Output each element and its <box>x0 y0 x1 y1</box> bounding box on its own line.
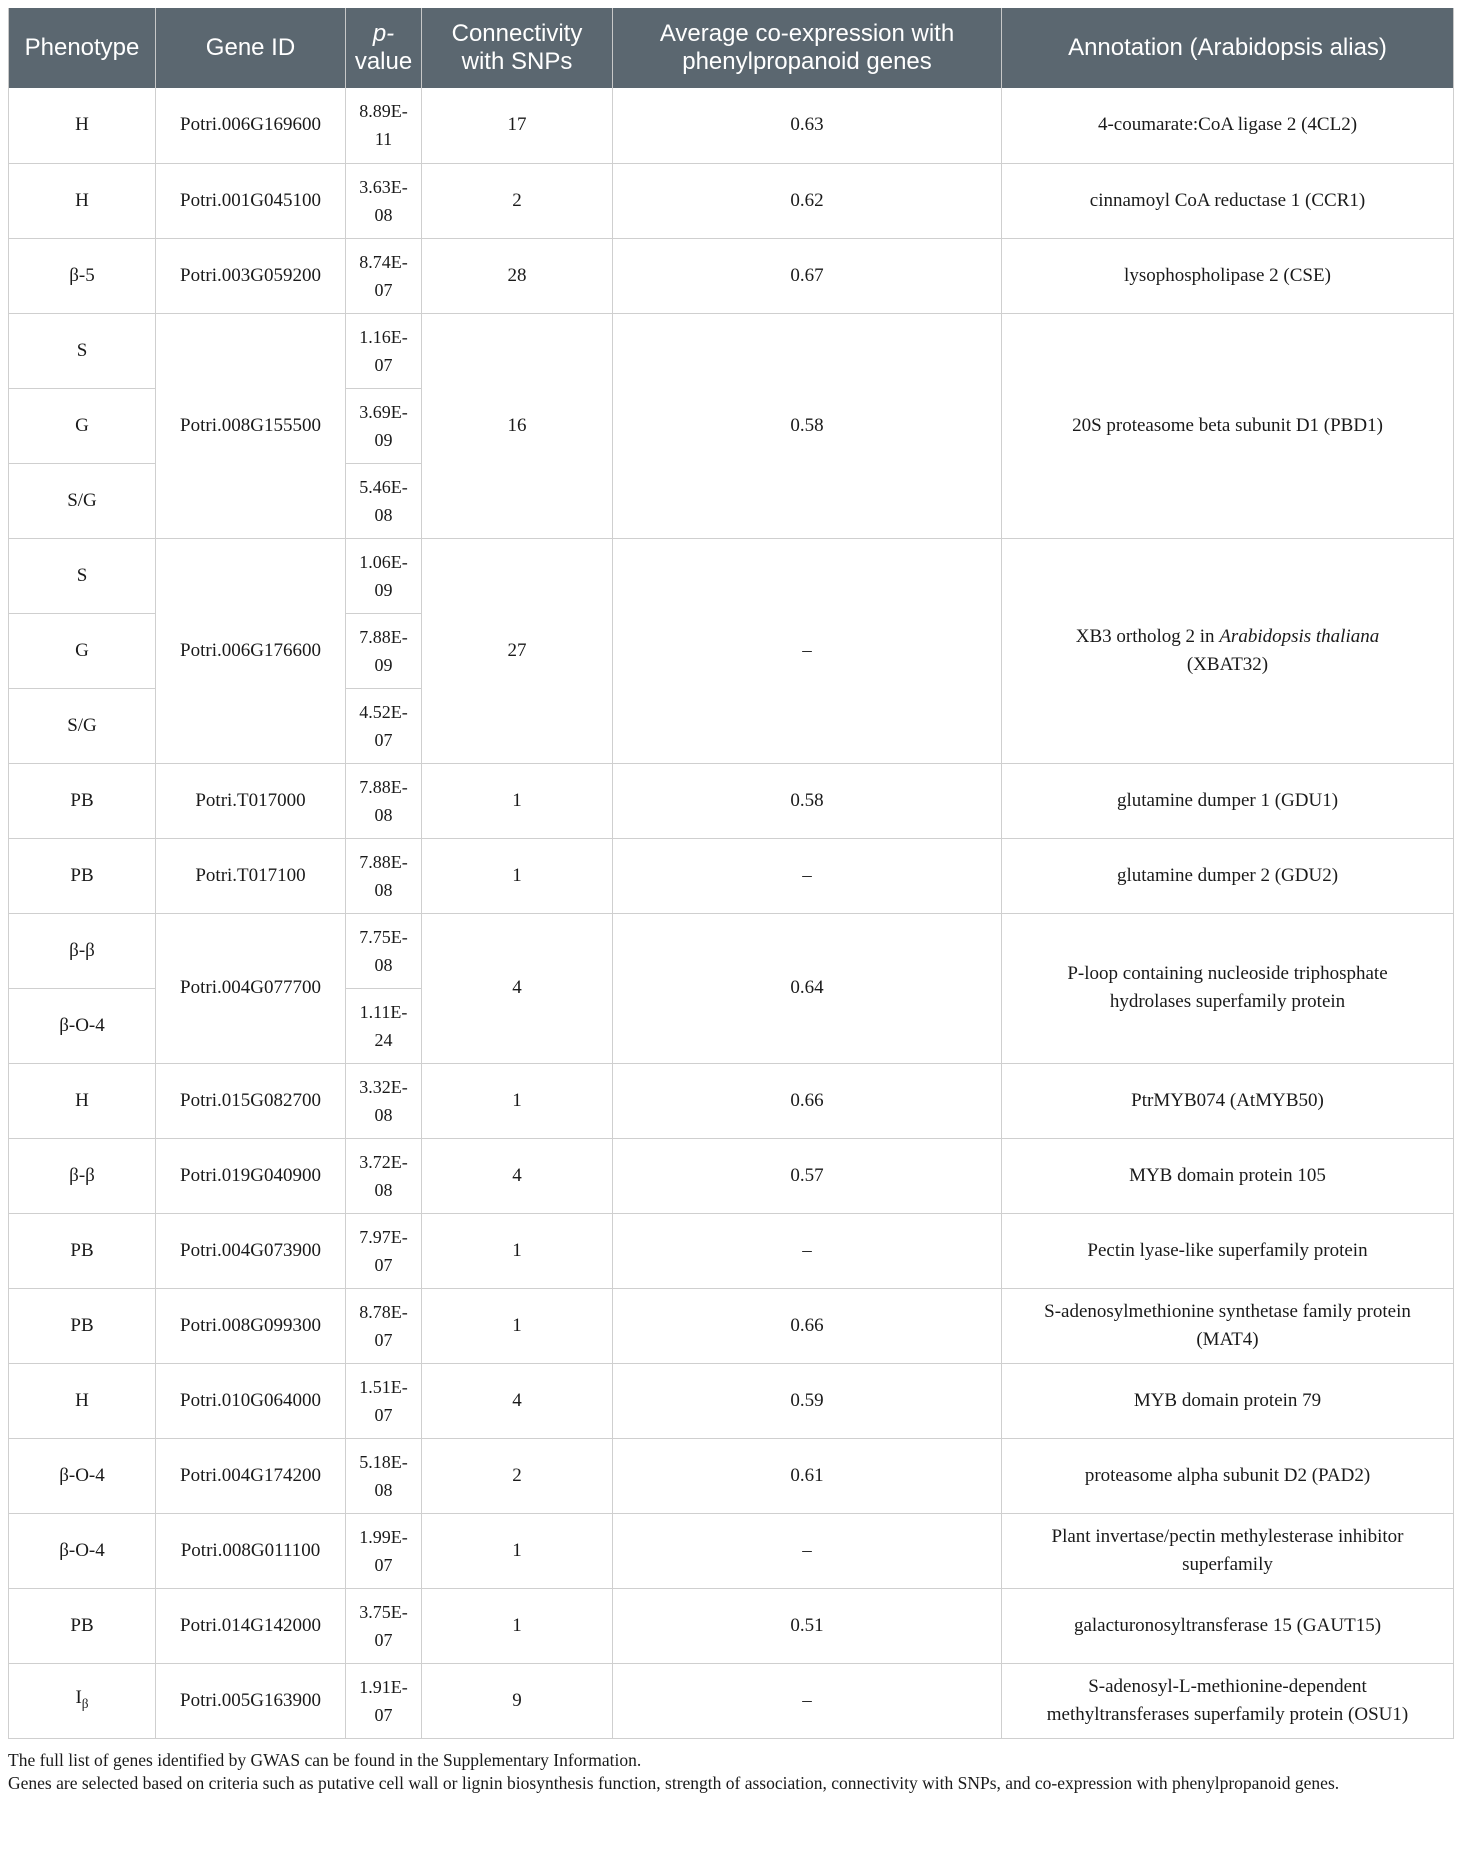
connectivity-cell: 4 <box>422 1138 613 1213</box>
annotation-text: XB3 ortholog 2 in <box>1075 625 1220 647</box>
p-value-exponent: 24 <box>374 1029 393 1050</box>
annotation-text: P-loop containing nucleoside triphosphate <box>1067 963 1388 984</box>
p-value-mantissa: 4.52E- <box>359 701 408 722</box>
p-value-cell <box>346 388 422 463</box>
phenotype-cell: G <box>9 613 156 688</box>
phenotype-cell: PB <box>9 763 156 838</box>
coexpression-cell: – <box>613 1663 1002 1738</box>
p-value-exponent: 08 <box>374 804 393 825</box>
gene-id-cell: Potri.008G155500 <box>156 313 346 538</box>
table-row <box>9 913 1454 988</box>
table-row <box>9 1213 1454 1288</box>
p-value-cell <box>346 1363 422 1438</box>
p-value-mantissa: 1.16E- <box>359 326 408 347</box>
annotation-cell <box>1002 1288 1454 1363</box>
header-connectivity-line1: Connectivity <box>451 20 583 47</box>
annotation-text: 20S proteasome beta subunit D1 (PBD1) <box>1072 414 1383 436</box>
table-row <box>9 1138 1454 1213</box>
p-value-cell <box>346 838 422 913</box>
p-value-exponent: 08 <box>374 879 393 900</box>
coexpression-cell: – <box>613 538 1002 763</box>
coexpression-cell: 0.61 <box>613 1438 1002 1513</box>
phenotype-cell: PB <box>9 1588 156 1663</box>
p-value-exponent: 09 <box>374 579 393 600</box>
annotation-cell <box>1002 913 1454 1063</box>
connectivity-cell: 4 <box>422 1363 613 1438</box>
gene-id-cell: Potri.005G163900 <box>156 1663 346 1738</box>
p-value-mantissa: 7.88E- <box>359 851 408 872</box>
p-value-cell <box>346 1213 422 1288</box>
p-value-cell <box>346 538 422 613</box>
phenotype-subscript: β <box>81 1695 89 1711</box>
phenotype-cell: S <box>9 313 156 388</box>
gene-id-cell: Potri.004G073900 <box>156 1213 346 1288</box>
coexpression-cell: – <box>613 838 1002 913</box>
gene-id-cell: Potri.004G077700 <box>156 913 346 1063</box>
annotation-text: galacturonosyltransferase 15 (GAUT15) <box>1073 1614 1382 1636</box>
connectivity-cell: 1 <box>422 1588 613 1663</box>
phenotype-cell: β-O-4 <box>9 988 156 1063</box>
p-value-mantissa: 8.89E- <box>359 101 408 122</box>
p-value-cell <box>346 988 422 1063</box>
phenotype-cell <box>9 1663 156 1738</box>
gene-id-cell: Potri.010G064000 <box>156 1363 346 1438</box>
connectivity-cell: 27 <box>422 538 613 763</box>
annotation-cell <box>1002 163 1454 238</box>
annotation-cell <box>1002 1063 1454 1138</box>
gene-id-cell: Potri.015G082700 <box>156 1063 346 1138</box>
p-value-exponent: 09 <box>374 654 393 675</box>
header-p-value-rest: value <box>354 48 413 75</box>
coexpression-cell: 0.63 <box>613 88 1002 163</box>
p-value-mantissa: 7.88E- <box>359 776 408 797</box>
annotation-cell <box>1002 313 1454 538</box>
annotation-species: Arabidopsis thaliana <box>1219 625 1380 647</box>
coexpression-cell: 0.64 <box>613 913 1002 1063</box>
p-value-cell <box>346 1663 422 1738</box>
p-value-exponent: 08 <box>374 954 393 975</box>
annotation-text: Pectin lyase-like superfamily protein <box>1087 1239 1368 1261</box>
p-value-cell <box>346 613 422 688</box>
connectivity-cell: 4 <box>422 913 613 1063</box>
table-body <box>9 88 1454 1738</box>
p-value-cell <box>346 88 422 163</box>
phenotype-cell: β-O-4 <box>9 1438 156 1513</box>
gene-id-cell: Potri.019G040900 <box>156 1138 346 1213</box>
annotation-text: proteasome alpha subunit D2 (PAD2) <box>1084 1464 1371 1486</box>
coexpression-cell: – <box>613 1513 1002 1588</box>
p-value-exponent: 07 <box>374 1254 393 1275</box>
annotation-text: 4-coumarate:CoA ligase 2 (4CL2) <box>1097 114 1358 136</box>
table-row <box>9 1288 1454 1363</box>
annotation-cell <box>1002 1138 1454 1213</box>
p-value-cell <box>346 1438 422 1513</box>
p-value-mantissa: 5.46E- <box>359 476 408 497</box>
gene-id-cell: Potri.014G142000 <box>156 1588 346 1663</box>
p-value-mantissa: 5.18E- <box>359 1451 408 1472</box>
p-value-mantissa: 3.69E- <box>359 401 408 422</box>
connectivity-cell: 2 <box>422 163 613 238</box>
table-row <box>9 238 1454 313</box>
table-row <box>9 1438 1454 1513</box>
table-container <box>8 8 1453 1795</box>
phenotype-cell: β-β <box>9 913 156 988</box>
gene-id-cell: Potri.008G011100 <box>156 1513 346 1588</box>
header-p-value-italic: p- <box>372 20 395 47</box>
header-coexpression-line1: Average co-expression with <box>659 20 955 47</box>
header-annotation: Annotation (Arabidopsis alias) <box>1002 8 1454 88</box>
phenotype-base: I <box>75 1686 82 1708</box>
annotation-text: MYB domain protein 79 <box>1133 1389 1322 1411</box>
coexpression-cell: 0.67 <box>613 238 1002 313</box>
p-value-mantissa: 7.88E- <box>359 626 408 647</box>
annotation-cell <box>1002 1363 1454 1438</box>
annotation-text: (MAT4) <box>1196 1328 1259 1350</box>
coexpression-cell: 0.59 <box>613 1363 1002 1438</box>
coexpression-cell: 0.58 <box>613 763 1002 838</box>
header-connectivity-line2: with SNPs <box>461 48 573 75</box>
p-value-mantissa: 1.11E- <box>359 1001 408 1022</box>
p-value-mantissa: 1.91E- <box>359 1676 408 1697</box>
gwas-gene-table <box>8 8 1454 1739</box>
gene-id-cell: Potri.001G045100 <box>156 163 346 238</box>
p-value-cell <box>346 313 422 388</box>
table-row <box>9 538 1454 613</box>
phenotype-cell: H <box>9 163 156 238</box>
p-value-cell <box>346 1288 422 1363</box>
gene-id-cell: Potri.T017000 <box>156 763 346 838</box>
header-p-value <box>346 8 422 88</box>
connectivity-cell: 1 <box>422 838 613 913</box>
annotation-alias: (XBAT32) <box>1186 653 1269 675</box>
p-value-mantissa: 1.51E- <box>359 1376 408 1397</box>
annotation-text: glutamine dumper 1 (GDU1) <box>1116 789 1339 811</box>
p-value-mantissa: 7.97E- <box>359 1226 408 1247</box>
annotation-text: superfamily <box>1182 1553 1273 1575</box>
coexpression-cell: 0.58 <box>613 313 1002 538</box>
phenotype-cell: β-O-4 <box>9 1513 156 1588</box>
p-value-mantissa: 8.78E- <box>359 1301 408 1322</box>
table-row <box>9 838 1454 913</box>
table-row <box>9 1588 1454 1663</box>
table-row <box>9 313 1454 388</box>
p-value-exponent: 08 <box>374 204 393 225</box>
p-value-cell <box>346 163 422 238</box>
phenotype-cell: S <box>9 538 156 613</box>
p-value-mantissa: 1.99E- <box>359 1526 408 1547</box>
coexpression-cell: 0.66 <box>613 1063 1002 1138</box>
header-connectivity <box>422 8 613 88</box>
connectivity-cell: 17 <box>422 88 613 163</box>
p-value-mantissa: 3.75E- <box>359 1601 408 1622</box>
annotation-text: hydrolases superfamily protein <box>1109 991 1346 1012</box>
annotation-text: cinnamoyl CoA reductase 1 (CCR1) <box>1089 189 1366 211</box>
annotation-cell <box>1002 838 1454 913</box>
phenotype-cell: H <box>9 88 156 163</box>
p-value-exponent: 07 <box>374 729 393 750</box>
p-value-mantissa: 3.32E- <box>359 1076 408 1097</box>
p-value-mantissa: 7.75E- <box>359 926 408 947</box>
annotation-cell <box>1002 1588 1454 1663</box>
p-value-mantissa: 3.63E- <box>359 176 408 197</box>
annotation-cell <box>1002 1213 1454 1288</box>
p-value-exponent: 07 <box>374 1554 393 1575</box>
p-value-exponent: 07 <box>374 1629 393 1650</box>
p-value-mantissa: 8.74E- <box>359 251 408 272</box>
p-value-exponent: 08 <box>374 1179 393 1200</box>
table-header <box>9 8 1454 88</box>
p-value-cell <box>346 763 422 838</box>
p-value-exponent: 11 <box>374 129 393 150</box>
phenotype-cell: β-β <box>9 1138 156 1213</box>
p-value-cell <box>346 1138 422 1213</box>
footnote-supplementary: The full list of genes identified by GWAS can be found in the Supplementary Information. <box>8 1749 642 1770</box>
connectivity-cell: 1 <box>422 1213 613 1288</box>
phenotype-cell: PB <box>9 1213 156 1288</box>
annotation-cell <box>1002 538 1454 763</box>
gene-id-cell: Potri.T017100 <box>156 838 346 913</box>
p-value-exponent: 08 <box>374 504 393 525</box>
phenotype-cell: S/G <box>9 463 156 538</box>
header-coexpression-line2: phenylpropanoid genes <box>682 48 932 75</box>
annotation-text: Plant invertase/pectin methylesterase inhibitor <box>1051 1525 1404 1547</box>
phenotype-cell: PB <box>9 838 156 913</box>
annotation-cell <box>1002 1513 1454 1588</box>
annotation-text: methyltransferases superfamily protein (OSU1) <box>1046 1703 1409 1725</box>
coexpression-cell: 0.51 <box>613 1588 1002 1663</box>
gene-id-cell: Potri.008G099300 <box>156 1288 346 1363</box>
p-value-cell <box>346 238 422 313</box>
table-row <box>9 163 1454 238</box>
p-value-cell <box>346 913 422 988</box>
p-value-exponent: 07 <box>374 1704 393 1725</box>
connectivity-cell: 1 <box>422 1063 613 1138</box>
phenotype-cell: PB <box>9 1288 156 1363</box>
p-value-cell <box>346 463 422 538</box>
annotation-cell <box>1002 763 1454 838</box>
annotation-text: lysophospholipase 2 (CSE) <box>1124 264 1331 286</box>
header-gene-id: Gene ID <box>156 8 346 88</box>
table-row <box>9 1363 1454 1438</box>
phenotype-cell: S/G <box>9 688 156 763</box>
p-value-cell <box>346 688 422 763</box>
p-value-exponent: 07 <box>374 279 393 300</box>
table-row <box>9 88 1454 163</box>
p-value-exponent: 07 <box>374 1329 393 1350</box>
table-row <box>9 1063 1454 1138</box>
p-value-exponent: 09 <box>374 429 393 450</box>
p-value-exponent: 08 <box>374 1479 393 1500</box>
p-value-exponent: 07 <box>374 354 393 375</box>
coexpression-cell: 0.62 <box>613 163 1002 238</box>
p-value-exponent: 08 <box>374 1104 393 1125</box>
connectivity-cell: 1 <box>422 1288 613 1363</box>
p-value-cell <box>346 1513 422 1588</box>
gene-id-cell: Potri.006G176600 <box>156 538 346 763</box>
annotation-text: S-adenosylmethionine synthetase family protein <box>1044 1300 1411 1322</box>
p-value-exponent: 07 <box>374 1404 393 1425</box>
gene-id-cell: Potri.006G169600 <box>156 88 346 163</box>
connectivity-cell: 16 <box>422 313 613 538</box>
annotation-cell <box>1002 1438 1454 1513</box>
p-value-cell <box>346 1063 422 1138</box>
connectivity-cell: 1 <box>422 763 613 838</box>
phenotype-cell: H <box>9 1063 156 1138</box>
connectivity-cell: 28 <box>422 238 613 313</box>
table-row <box>9 763 1454 838</box>
phenotype-cell: β-5 <box>9 238 156 313</box>
annotation-text: MYB domain protein 105 <box>1129 1164 1326 1186</box>
annotation-text: glutamine dumper 2 (GDU2) <box>1116 864 1339 886</box>
p-value-mantissa: 3.72E- <box>359 1151 408 1172</box>
phenotype-cell: H <box>9 1363 156 1438</box>
header-phenotype: Phenotype <box>9 8 156 88</box>
annotation-cell <box>1002 88 1454 163</box>
gene-id-cell: Potri.004G174200 <box>156 1438 346 1513</box>
table-row <box>9 1663 1454 1738</box>
connectivity-cell: 1 <box>422 1513 613 1588</box>
annotation-cell <box>1002 238 1454 313</box>
phenotype-cell: G <box>9 388 156 463</box>
table-footnotes <box>8 1749 1453 1795</box>
gene-id-cell: Potri.003G059200 <box>156 238 346 313</box>
footnote-selection-criteria: Genes are selected based on criteria such as putative cell wall or lignin biosynthesis function, strength of association, connectivity with SNPs, and co-expression with phenylpropanoid genes. <box>8 1772 1340 1793</box>
annotation-text: S-adenosyl-L-methionine-dependent <box>1088 1675 1367 1697</box>
connectivity-cell: 2 <box>422 1438 613 1513</box>
connectivity-cell: 9 <box>422 1663 613 1738</box>
header-coexpression <box>613 8 1002 88</box>
annotation-cell <box>1002 1663 1454 1738</box>
coexpression-cell: 0.57 <box>613 1138 1002 1213</box>
coexpression-cell: 0.66 <box>613 1288 1002 1363</box>
p-value-cell <box>346 1588 422 1663</box>
annotation-text: PtrMYB074 (AtMYB50) <box>1131 1089 1324 1111</box>
p-value-mantissa: 1.06E- <box>359 551 408 572</box>
table-row <box>9 1513 1454 1588</box>
coexpression-cell: – <box>613 1213 1002 1288</box>
